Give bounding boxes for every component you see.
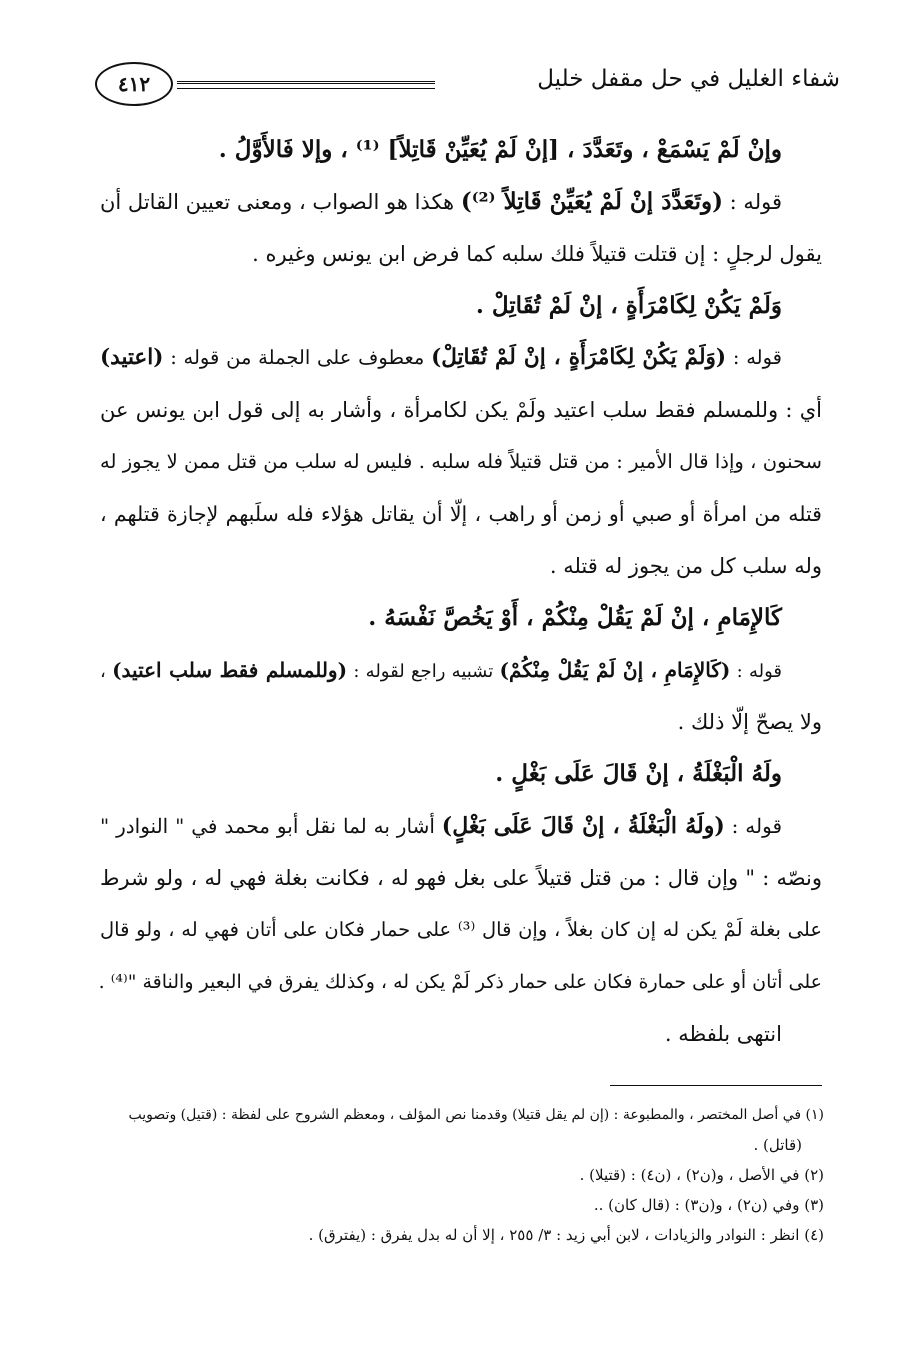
matn-line [100,592,822,644]
matn-quote: وإنْ لَمْ يَسْمَعْ ، وتَعَدَّدَ ، [إنْ لَمْ يُعَيِّنْ قَاتِلاً] ⁽¹⁾ ، وإلا فَالأَوَّلُ . [218,136,782,163]
matn-quote: ولَهُ الْبَغْلَةُ ، إنْ قَالَ عَلَى بَغْلٍ . [495,760,782,787]
header-rule-thin [177,88,435,89]
matn-quote: (وللمسلم فقط سلب اعتيد) [112,658,348,682]
footnote: (٤) انظر : النوادر والزيادات ، لابن أبي زيد : ٣/ ٢٥٥ ، إلا أن له بدل يفرق : (يفترق) . [308,1226,824,1244]
matn-quote: وَلَمْ يَكُنْ لِكَامْرَأَةٍ ، إنْ لَمْ تُقَاتِلْ . [475,292,782,319]
matn-quote: (وتَعَدَّدَ إنْ لَمْ يُعَيِّنْ قَاتِلاً ⁽²⁾) [460,188,723,215]
text-line [100,956,822,1008]
header-rule [177,81,435,84]
footnote: (قاتل) . [753,1136,802,1154]
text-line [100,176,822,228]
text-segment: قتله من امرأة أو صبي أو زمن أو راهب ، إلّا أن يقاتل هؤلاء فله سلَبهم لإجازة قتلهم ، [100,502,822,526]
footnote: (٢) في الأصل ، و(ن٢) ، (ن٤) : (قتيلا) . [579,1166,824,1184]
text-segment: على بغلة لَمْ يكن له إن كان بغلاً ، وإن قال ⁽³⁾ على حمار فكان على أتان فهي له ، ولو قال [100,918,822,941]
text-segment: قوله : [724,814,782,838]
page-number: ٤١٢ [95,62,173,106]
text-segment: هكذا هو الصواب ، ومعنى تعيين القاتل أن [100,190,461,214]
text-segment: ، [100,661,113,682]
text-segment: يقول لرجلٍ : إن قتلت قتيلاً فلك سلبه كما فرض ابن يونس وغيره . [252,242,822,266]
main-text [100,124,822,1060]
text-line [100,540,822,592]
text-segment: ولا يصحّ إلّا ذلك . [677,710,822,734]
footnote: (٣) وفي (ن٢) ، و(ن٣) : (قال كان) .. [593,1196,824,1214]
footnote-separator [610,1085,822,1086]
footnote: (١) في أصل المختصر ، والمطبوعة : (إن لم يقل قتيلا) وقدمنا نص المؤلف ، ومعظم الشروح على لفظة : (قتيل) وتصويب [128,1107,824,1123]
matn-quote: (وَلَمْ يَكُنْ لِكَامْرَأَةٍ ، إنْ لَمْ تُقَاتِلْ) [431,345,727,370]
text-line [100,436,822,488]
matn-quote: كَالإِمَامِ ، إنْ لَمْ يَقُلْ مِنْكُمْ ، أَوْ يَخُصَّ نَفْسَهُ . [368,604,782,631]
text-segment: وله سلب كل من يجوز له قتله . [549,554,822,578]
running-title: شفاء الغليل في حل مقفل خليل [537,66,840,92]
text-segment: على أتان أو على حمارة فكان على حمار ذكر لَمْ يكن له ، وكذلك يفرق في البعير والناقة "⁽⁴⁾ . [98,971,822,993]
text-segment: معطوف على الجملة من قوله : [163,346,432,369]
text-line [100,384,822,436]
text-segment: انتهى بلفظه . [664,1022,782,1046]
text-line [100,644,822,696]
matn-quote: (اعتيد) [100,345,164,370]
page-header [95,62,840,106]
text-line [100,1008,822,1060]
text-segment: قوله : [726,346,782,369]
text-line [100,228,822,280]
text-line [100,332,822,384]
matn-quote: (ولَهُ الْبَغْلَةُ ، إنْ قَالَ عَلَى بَغْلٍ) [441,813,725,839]
matn-line [100,124,822,176]
text-segment: أي : وللمسلم فقط سلب اعتيد ولَمْ يكن لكامرأة ، وأشار به إلى قول ابن يونس عن [100,398,822,422]
text-line [100,488,822,540]
text-line [100,904,822,956]
matn-line [100,280,822,332]
text-segment: ونصّه : " وإن قال : من قتل قتيلاً على بغل فهو له ، فكانت بغلة فهي له ، ولو شرط [100,866,822,890]
footnotes [112,1100,824,1250]
matn-line [100,748,822,800]
text-line [100,800,822,852]
text-segment: قوله : [723,190,782,214]
matn-quote: (كَالإِمَامِ ، إنْ لَمْ يَقُلْ مِنْكُمْ) [499,658,731,682]
text-segment: سحنون ، وإذا قال الأمير : من قتل قتيلاً فله سلبه . فليس له سلب من قتل ممن لا يجوز له [100,450,822,473]
text-segment: تشبيه راجع لقوله : [347,661,500,682]
text-segment: أشار به لما نقل أبو محمد في " النوادر " [100,814,442,838]
text-line [100,852,822,904]
text-segment: قوله : [730,661,782,682]
text-line [100,696,822,748]
